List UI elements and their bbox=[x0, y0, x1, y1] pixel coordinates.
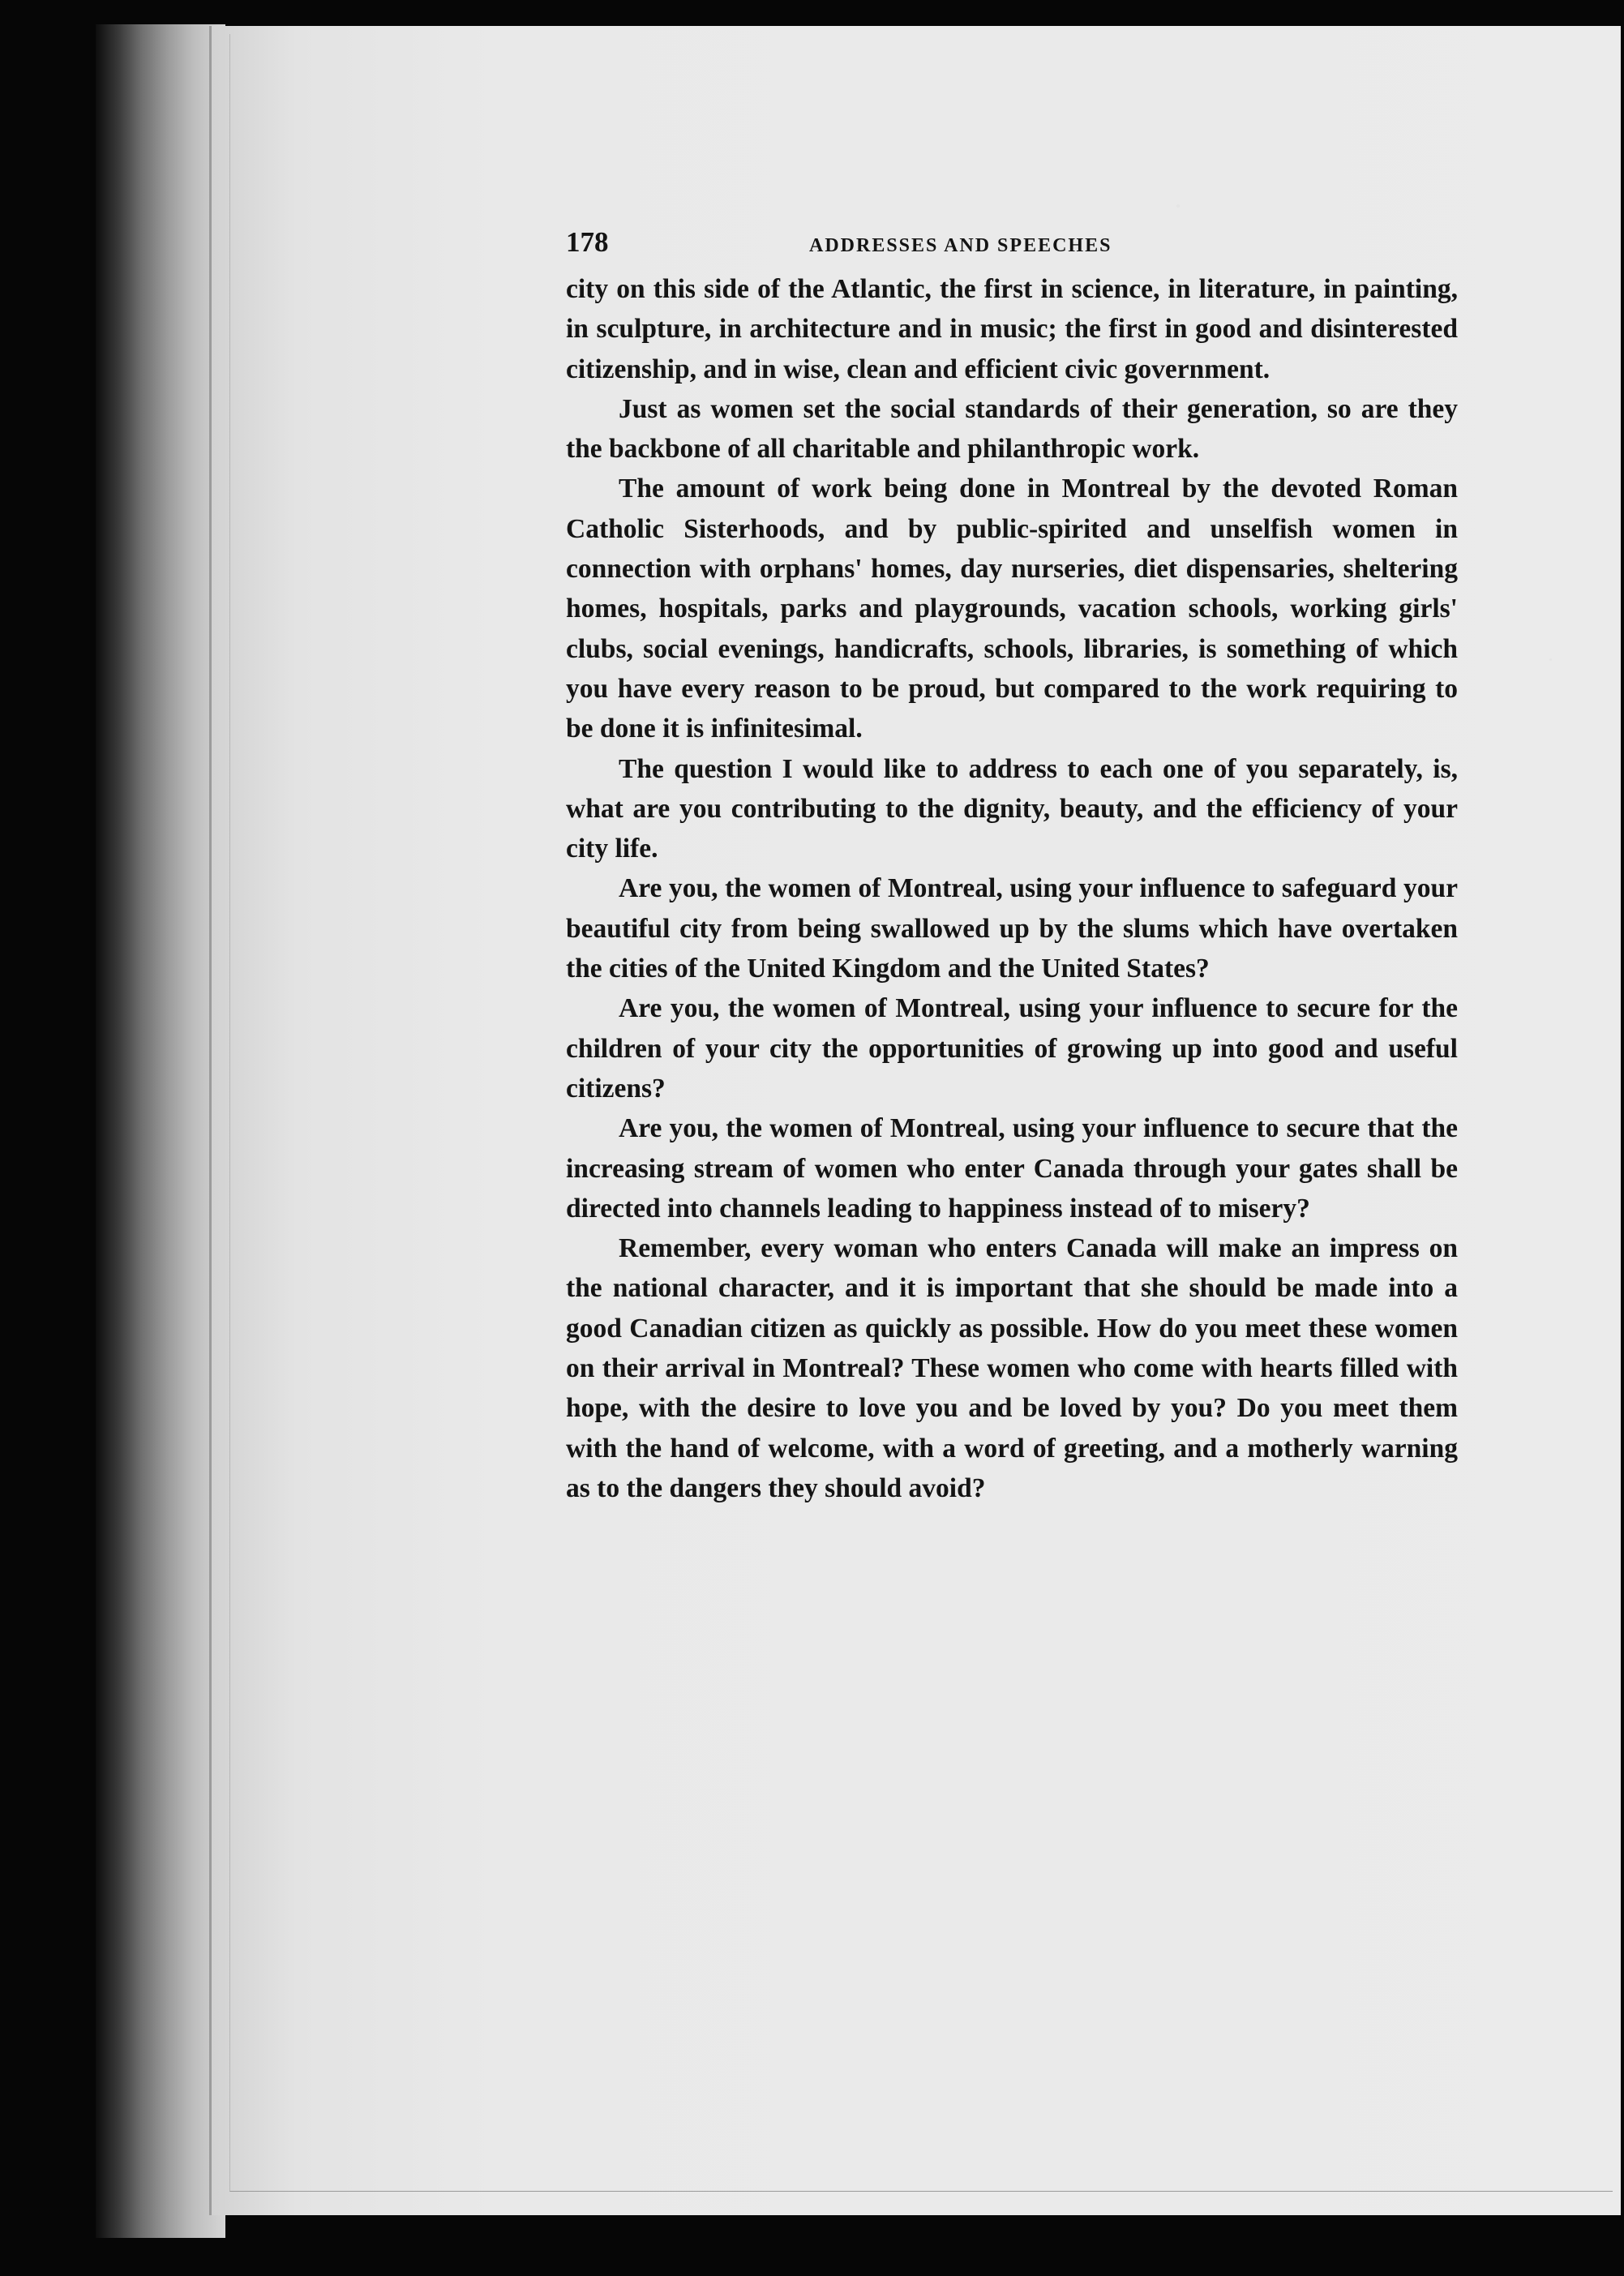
paragraph-6: Are you, the women of Montreal, using your influence to secure for the children of your city the opportunities of growing up into good and useful citizens? bbox=[566, 993, 1458, 1104]
running-head bbox=[566, 222, 1458, 269]
paragraph-2: Just as women set the social standards of their generation, so are they the backbone of all charitable and philanthropic work. bbox=[566, 393, 1458, 465]
paragraph-7: Are you, the women of Montreal, using your influence to secure that the increasing stream of women who enter Canada through your gates shall be directed into channels leading to happiness instead of to misery? bbox=[566, 1113, 1458, 1224]
paragraph-5: Are you, the women of Montreal, using your influence to safeguard your beautiful city from being swallowed up by the slums which have overtaken the cities of the United Kingdom and the United States? bbox=[566, 873, 1458, 984]
paragraph-1: city on this side of the Atlantic, the first in science, in literature, in painting, in sculpture, in architecture and in music; the first in good and disinterested citizenship, and in wise, clean and efficient civic government. bbox=[566, 274, 1458, 384]
paragraph-3: The amount of work being done in Montreal by the devoted Roman Catholic Sisterhoods, and by public-spirited and unselfish women in connection with orphans' homes, day nurseries, diet dispensaries, sheltering homes, hospitals, parks and playgrounds, vacation schools, working girls' clubs, social evenings, handicrafts, schools, libraries, is something of which you have every reason to be proud, but compared to the work requiring to be done it is infinitesimal. bbox=[566, 474, 1458, 744]
page-binding-edge bbox=[96, 24, 225, 2238]
page-text bbox=[566, 222, 1458, 1508]
page-number: 178 bbox=[566, 226, 609, 258]
paragraph-4: The question I would like to address to each one of you separately, is, what are you contributing to the dignity, beauty, and the efficiency of your city life. bbox=[566, 753, 1458, 864]
running-head-title: ADDRESSES AND SPEECHES bbox=[809, 235, 1112, 256]
paragraph-8: Remember, every woman who enters Canada will make an impress on the national character, and it is important that she should be made into a good Canadian citizen as quickly as possible. How do you meet these women on their arrival in Montreal? These women who come with hearts filled with hope, with the desire to love you and be loved by you? Do you meet them with the hand of welcome, with a word of greeting, and a motherly warning as to the dangers they should avoid? bbox=[566, 1233, 1458, 1503]
